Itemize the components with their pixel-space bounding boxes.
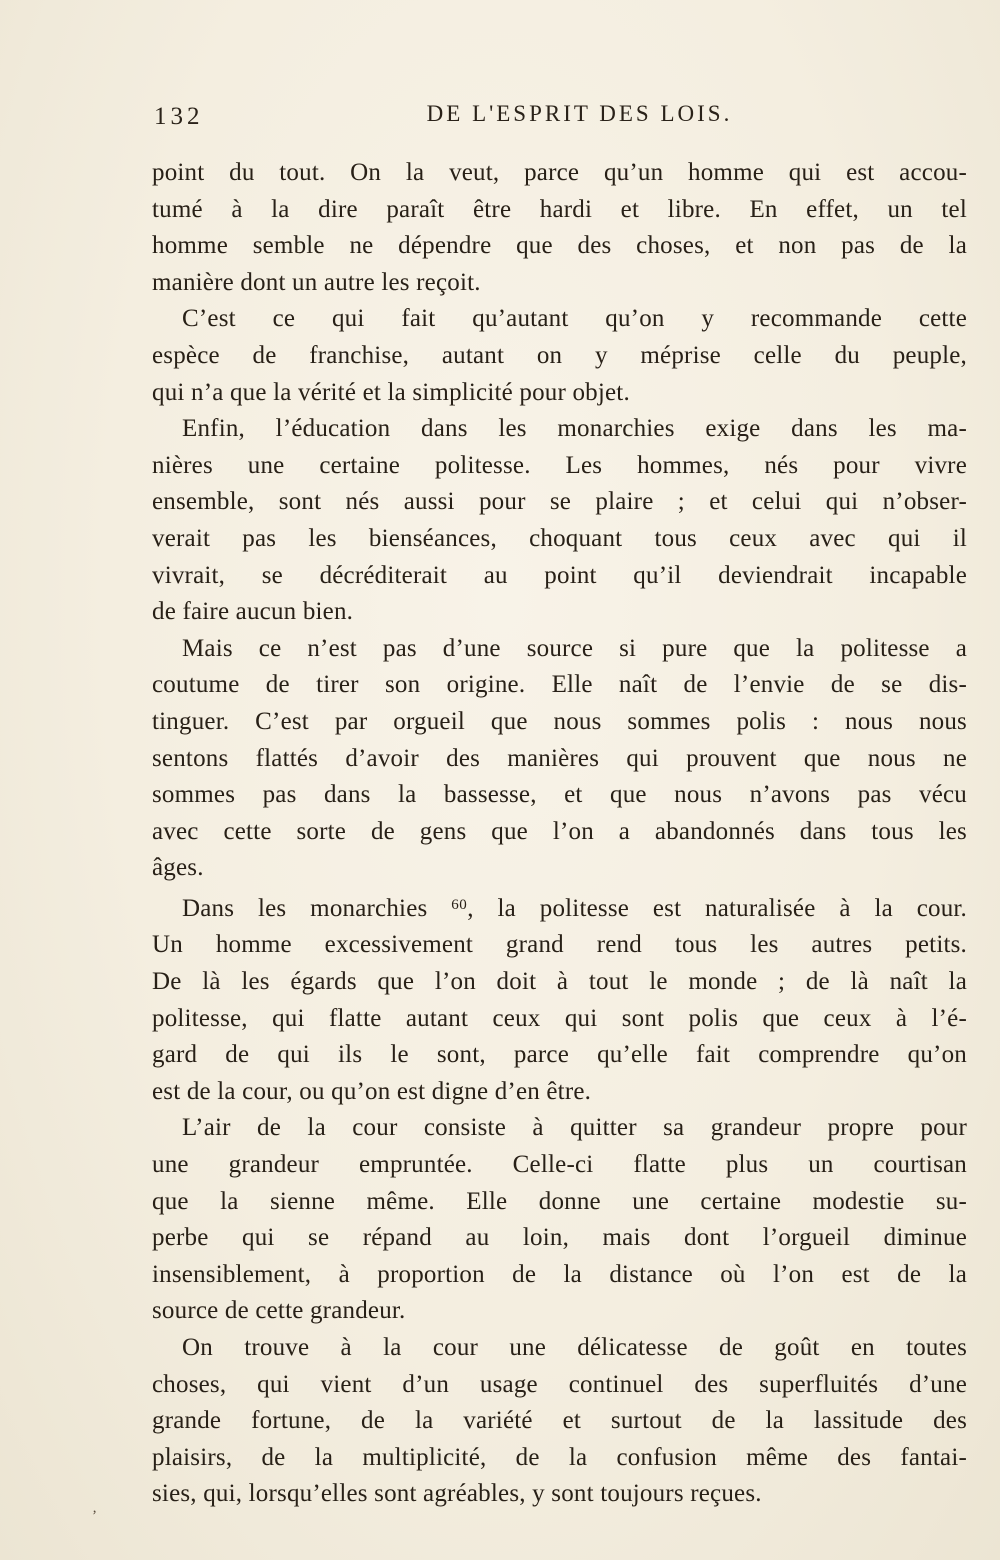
text-line	[152, 887, 967, 928]
footnote-reference: 60	[451, 896, 468, 913]
text-segment: , la politesse est naturalisée à la cour.	[467, 894, 967, 922]
text-line: âges.	[152, 854, 204, 882]
text-line: Enfin, l’éducation dans les monarchies exige dans les ma-	[182, 415, 967, 443]
paragraph	[152, 155, 967, 301]
text-line: tumé à la dire paraît être hardi et libre. En effet, un tel	[152, 195, 967, 223]
text-line: ensemble, sont nés aussi pour se plaire ; et celui qui n’obser-	[152, 488, 967, 516]
text-segment: Dans les monarchies	[182, 894, 452, 922]
text-line: perbe qui se répand au loin, mais dont l’orgueil diminue	[152, 1224, 967, 1252]
text-line: choses, qui vient d’un usage continuel des superfluités d’une	[152, 1370, 967, 1398]
paragraph	[152, 301, 967, 411]
paragraph	[152, 1110, 967, 1330]
text-line: grande fortune, de la variété et surtout de la lassitude des	[152, 1407, 967, 1435]
text-line: On trouve à la cour une délicatesse de goût en toutes	[182, 1334, 967, 1361]
page-number: 132	[154, 103, 204, 130]
text-line: source de cette grandeur.	[152, 1297, 406, 1325]
text-line: C’est ce qui fait qu’autant qu’on y recommande cette	[182, 305, 967, 333]
running-header	[152, 101, 967, 137]
text-line: une grandeur empruntée. Celle-ci flatte plus un courtisan	[152, 1151, 967, 1179]
text-line: de faire aucun bien.	[152, 598, 354, 626]
text-line: vivrait, se décréditerait au point qu’il deviendrait incapable	[152, 561, 967, 589]
text-block	[152, 155, 967, 1513]
text-line: verait pas les bienséances, choquant tous ceux avec qui il	[152, 524, 967, 552]
text-line: Mais ce n’est pas d’une source si pure que la politesse a	[182, 634, 967, 662]
text-line: Un homme excessivement grand rend tous les autres petits.	[152, 931, 967, 959]
text-line: avec cette sorte de gens que l’on a abandonnés dans tous les	[152, 817, 967, 845]
text-line: est de la cour, ou qu’on est digne d’en être.	[152, 1077, 592, 1105]
paragraph	[152, 411, 967, 631]
text-line: plaisirs, de la multiplicité, de la confusion même des fantai-	[152, 1443, 967, 1471]
text-line: gard de qui ils le sont, parce qu’elle fait comprendre qu’on	[152, 1041, 967, 1069]
text-line: coutume de tirer son origine. Elle naît de l’envie de se dis-	[152, 671, 967, 699]
text-line: L’air de la cour consiste à quitter sa grandeur propre pour	[182, 1114, 967, 1142]
text-line: nières une certaine politesse. Les hommes, nés pour vivre	[152, 451, 967, 479]
text-line: tinguer. C’est par orgueil que nous sommes polis : nous nous	[152, 707, 967, 735]
running-title: DE L'ESPRIT DES LOIS.	[426, 101, 733, 126]
text-line: espèce de franchise, autant on y méprise celle du peuple,	[152, 341, 967, 369]
text-line: point du tout. On la veut, parce qu’un homme qui est accou-	[152, 159, 967, 186]
text-line: qui n’a que la vérité et la simplicité pour objet.	[152, 378, 630, 406]
paragraph	[152, 887, 967, 1111]
paragraph	[152, 631, 967, 887]
text-line: manière dont un autre les reçoit.	[152, 268, 481, 296]
text-line: insensiblement, à proportion de la distance où l’on est de la	[152, 1260, 967, 1288]
text-line: sies, qui, lorsqu’elles sont agréables, y sont toujours reçues.	[152, 1480, 762, 1508]
text-line: politesse, qui flatte autant ceux qui sont polis que ceux à l’é-	[152, 1004, 967, 1032]
stray-ink-mark: ’	[92, 1508, 97, 1524]
text-line: homme semble ne dépendre que des choses, et non pas de la	[152, 232, 967, 260]
paragraph	[152, 1330, 967, 1513]
text-line: De là les égards que l’on doit à tout le monde ; de là naît la	[152, 968, 967, 996]
text-line: sommes pas dans la bassesse, et que nous n’avons pas vécu	[152, 781, 967, 809]
text-line: sentons flattés d’avoir des manières qui prouvent que nous ne	[152, 744, 967, 772]
text-line: que la sienne même. Elle donne une certaine modestie su-	[152, 1187, 967, 1215]
